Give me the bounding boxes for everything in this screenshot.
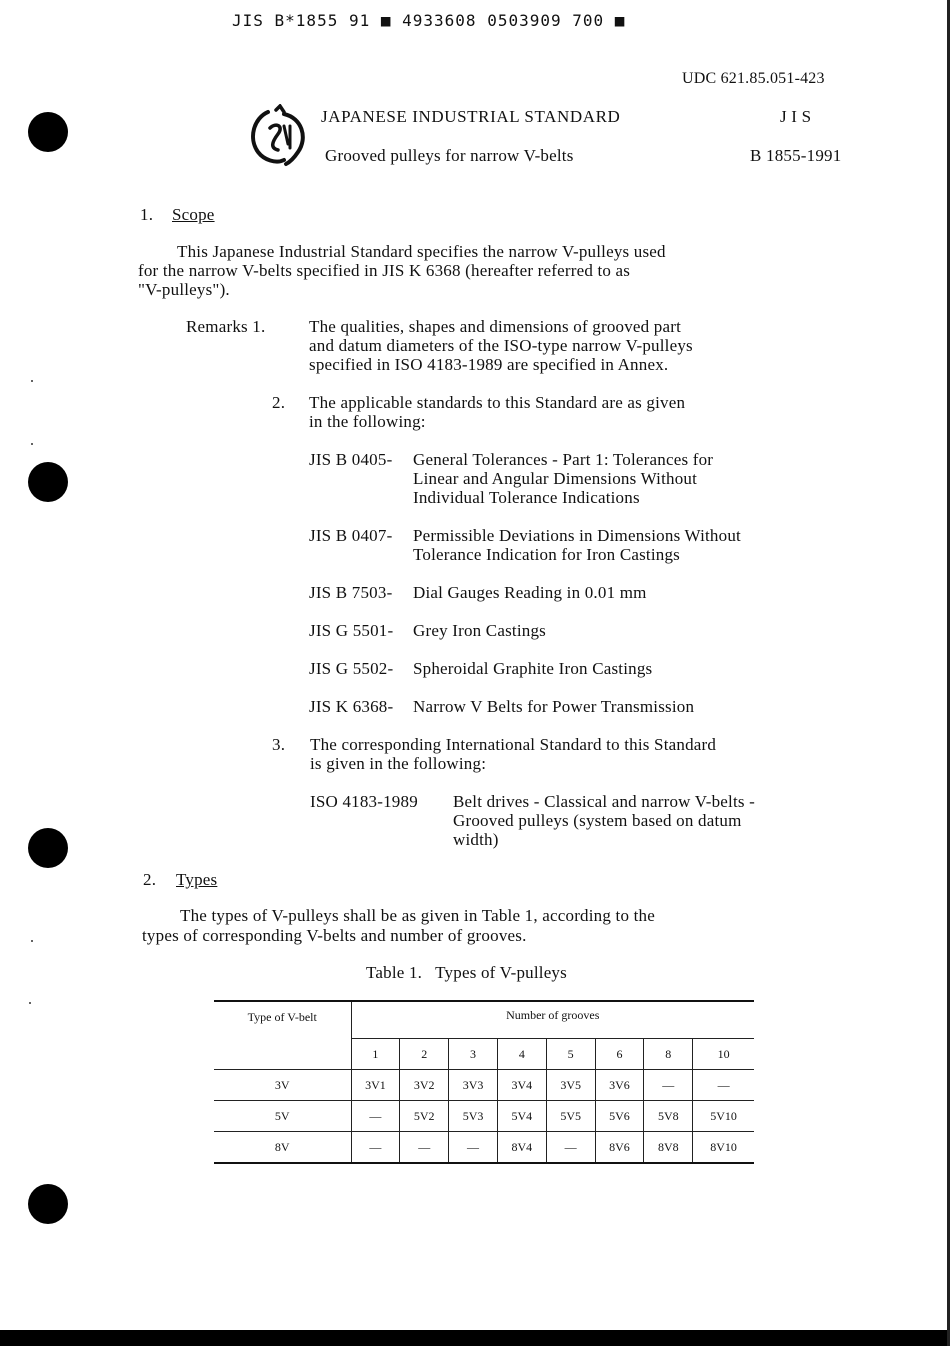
scan-speck — [31, 380, 33, 382]
table-cell: 3V6 — [595, 1070, 644, 1101]
groove-count: 1 — [351, 1039, 400, 1070]
ref-title-line: Linear and Angular Dimensions Without — [413, 469, 698, 488]
table-cell: — — [351, 1132, 400, 1164]
scan-speck — [31, 940, 33, 942]
jis-logo — [246, 104, 312, 168]
groove-count: 6 — [595, 1039, 644, 1070]
table-cell: 8V6 — [595, 1132, 644, 1164]
remarks-label: Remarks 1. — [186, 317, 266, 336]
ref-title-line: General Tolerances - Part 1: Tolerances for — [413, 450, 714, 469]
types-line: types of corresponding V-belts and number of grooves. — [142, 926, 527, 945]
section-2-title: Types — [176, 870, 218, 889]
remark-3-line: is given in the following: — [310, 754, 487, 773]
ref-code: JIS K 6368- — [309, 697, 394, 716]
ref-code: JIS B 7503- — [309, 583, 393, 602]
remark-3-number: 3. — [272, 735, 286, 754]
table-cell: — — [644, 1070, 693, 1101]
section-1-title: Scope — [172, 205, 215, 224]
remark-2-line: The applicable standards to this Standard are as given — [309, 393, 686, 412]
table-cell: — — [693, 1070, 754, 1101]
pulley-types-table — [214, 1000, 754, 1164]
ref-title-line: Individual Tolerance Indications — [413, 488, 640, 507]
scan-bottom-border — [0, 1330, 950, 1346]
belt-type-cell: 5V — [214, 1101, 351, 1132]
table-cell: — — [400, 1132, 449, 1164]
table-head-grooves: Number of grooves — [351, 1001, 754, 1039]
table-cell: 3V3 — [449, 1070, 498, 1101]
table-cell: 5V10 — [693, 1101, 754, 1132]
table-head-belt-type: Type of V-belt — [214, 1001, 351, 1070]
ref-code: JIS G 5502- — [309, 659, 394, 678]
standard-number: B 1855-1991 — [750, 146, 842, 165]
table-row — [214, 1132, 754, 1164]
ref-title-line: Narrow V Belts for Power Transmission — [413, 697, 695, 716]
remark-3-line: The corresponding International Standard to this Standard — [310, 735, 717, 754]
belt-type-cell: 8V — [214, 1132, 351, 1164]
ref-title-line: Spheroidal Graphite Iron Castings — [413, 659, 653, 678]
punch-hole — [28, 828, 68, 868]
scan-header-code: JIS B*1855 91 ■ 4933608 0503909 700 ■ — [232, 11, 626, 30]
scan-speck — [31, 443, 33, 445]
table-cell: 3V5 — [546, 1070, 595, 1101]
groove-count: 10 — [693, 1039, 754, 1070]
table-cell: — — [449, 1132, 498, 1164]
punch-hole — [28, 1184, 68, 1224]
scan-speck — [29, 1002, 31, 1004]
table-cell: 3V2 — [400, 1070, 449, 1101]
punch-hole — [28, 112, 68, 152]
table-cell: 8V4 — [497, 1132, 546, 1164]
iso-title-line: Belt drives - Classical and narrow V-belts - — [453, 792, 755, 811]
remark-2-line: in the following: — [309, 412, 426, 431]
types-line: The types of V-pulleys shall be as given in Table 1, according to the — [180, 906, 655, 925]
groove-count: 3 — [449, 1039, 498, 1070]
section-2-number: 2. — [143, 870, 157, 889]
standard-org: JAPANESE INDUSTRIAL STANDARD — [321, 107, 621, 126]
iso-title-line: Grooved pulleys (system based on datum — [453, 811, 742, 830]
table-cell: 5V8 — [644, 1101, 693, 1132]
table-cell: 5V3 — [449, 1101, 498, 1132]
table-cell: 8V8 — [644, 1132, 693, 1164]
punch-hole — [28, 462, 68, 502]
table-cell: 5V5 — [546, 1101, 595, 1132]
ref-code: JIS B 0407- — [309, 526, 393, 545]
iso-code: ISO 4183-1989 — [310, 792, 418, 811]
groove-count: 8 — [644, 1039, 693, 1070]
scope-line: for the narrow V-belts specified in JIS K 6368 (hereafter referred to as — [138, 261, 631, 280]
remark-1-line: and datum diameters of the ISO-type narrow V-pulleys — [309, 336, 693, 355]
remark-1-line: specified in ISO 4183-1989 are specified in Annex. — [309, 355, 669, 374]
iso-title-line: width) — [453, 830, 499, 849]
jis-label: J I S — [780, 107, 812, 126]
table-cell: 5V6 — [595, 1101, 644, 1132]
remark-2-number: 2. — [272, 393, 286, 412]
section-1-number: 1. — [140, 205, 154, 224]
scope-line: "V-pulleys"). — [138, 280, 230, 299]
standard-title: Grooved pulleys for narrow V-belts — [325, 146, 574, 165]
table-cell: — — [351, 1101, 400, 1132]
table-cell: 5V4 — [497, 1101, 546, 1132]
ref-title-line: Permissible Deviations in Dimensions Without — [413, 526, 741, 545]
ref-code: JIS G 5501- — [309, 621, 394, 640]
table-cell: — — [546, 1132, 595, 1164]
table-row — [214, 1070, 754, 1101]
ref-title-line: Tolerance Indication for Iron Castings — [413, 545, 680, 564]
table-caption: Table 1. Types of V-pulleys — [366, 963, 567, 982]
ref-title-line: Dial Gauges Reading in 0.01 mm — [413, 583, 647, 602]
ref-title-line: Grey Iron Castings — [413, 621, 546, 640]
groove-count: 2 — [400, 1039, 449, 1070]
scope-line: This Japanese Industrial Standard specifies the narrow V-pulleys used — [177, 242, 666, 261]
table-cell: 3V4 — [497, 1070, 546, 1101]
remark-1-line: The qualities, shapes and dimensions of grooved part — [309, 317, 682, 336]
table-row — [214, 1101, 754, 1132]
groove-count: 5 — [546, 1039, 595, 1070]
table-cell: 3V1 — [351, 1070, 400, 1101]
ref-code: JIS B 0405- — [309, 450, 393, 469]
table-cell: 5V2 — [400, 1101, 449, 1132]
belt-type-cell: 3V — [214, 1070, 351, 1101]
groove-count: 4 — [497, 1039, 546, 1070]
table-cell: 8V10 — [693, 1132, 754, 1164]
udc-number: UDC 621.85.051-423 — [682, 70, 825, 87]
